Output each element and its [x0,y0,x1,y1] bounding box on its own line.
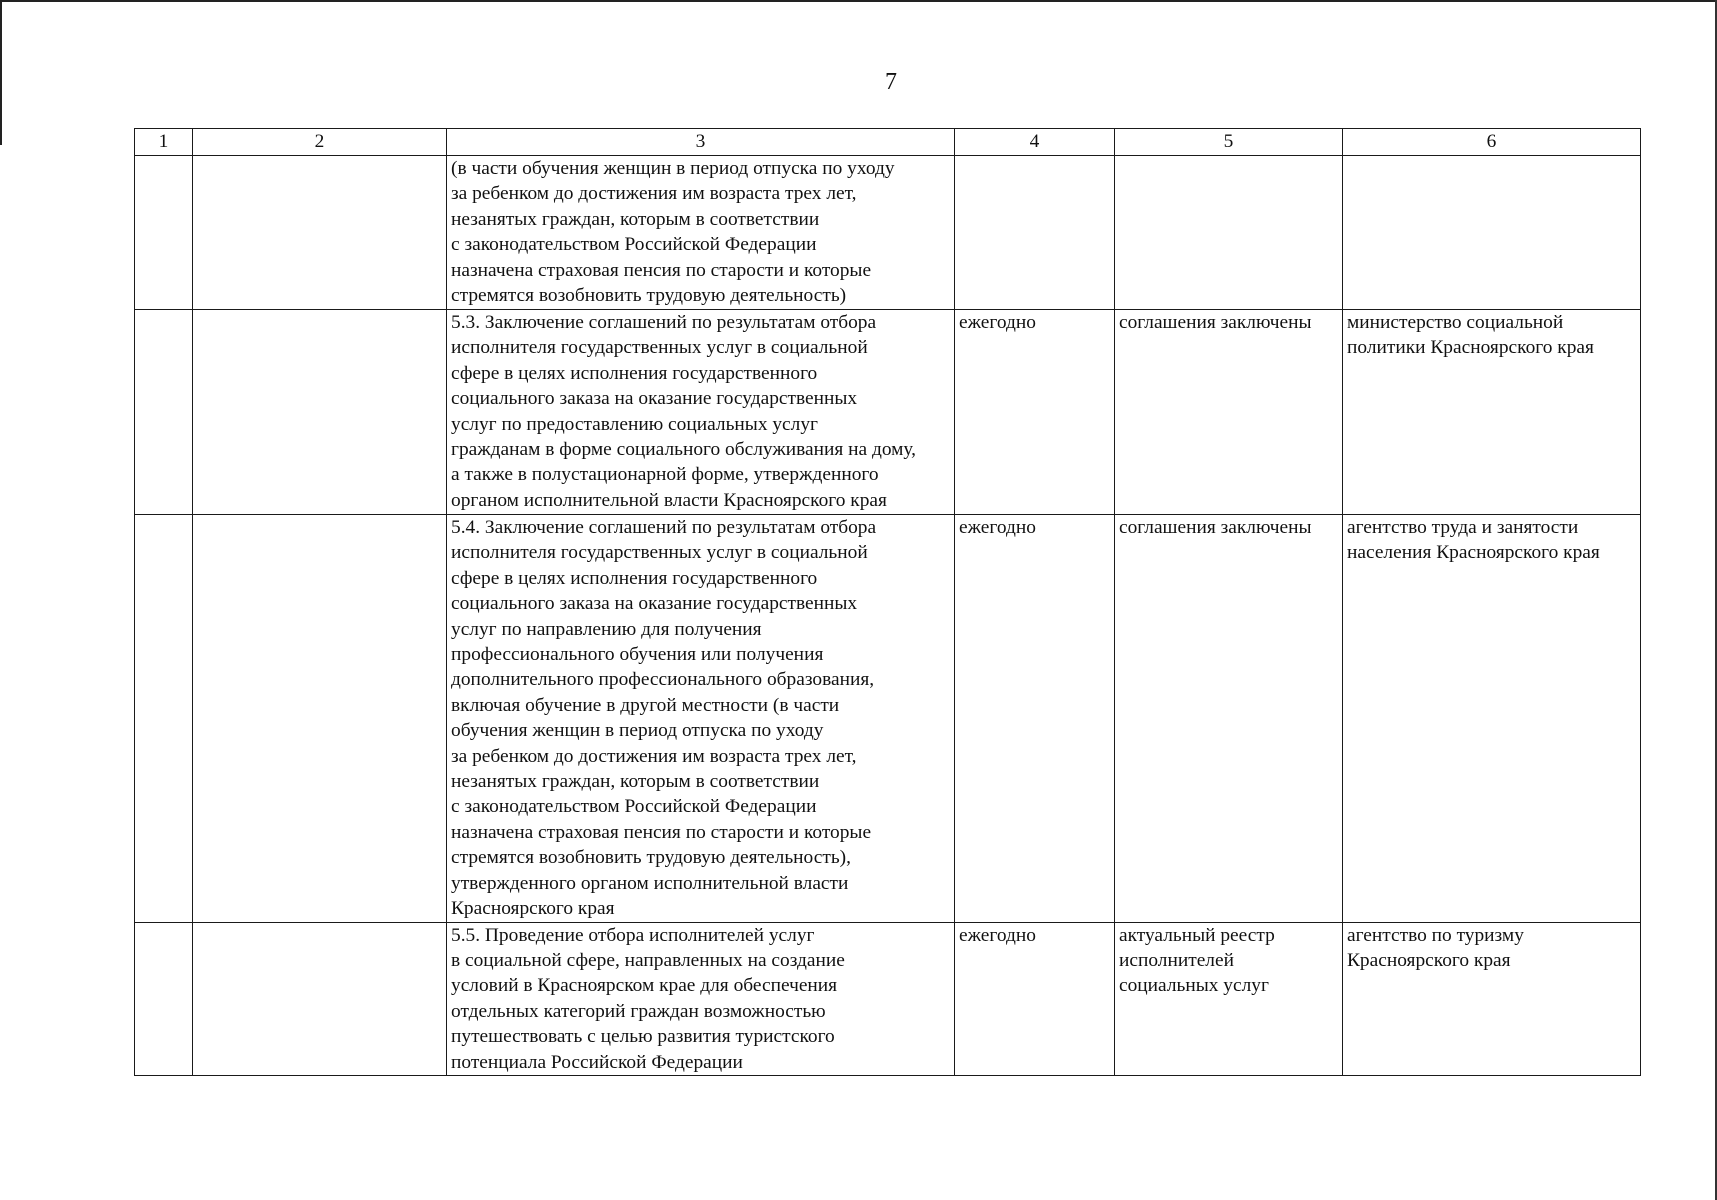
table-row [135,310,1641,515]
column-header: 2 [193,129,447,156]
cell-task [193,156,447,310]
cell-responsible: министерство социальной политики Красноярского края [1343,310,1641,515]
cell-responsible: агентство труда и занятости населения Красноярского края [1343,515,1641,923]
cell-result [1115,156,1343,310]
plan-table [134,128,1641,1076]
cell-number [135,310,193,515]
cell-task [193,310,447,515]
table-row [135,156,1641,310]
cell-measure: 5.3. Заключение соглашений по результатам отбора исполнителя государственных услуг в социальной сфере в целях исполнения государственного социального заказа на оказание государственных услуг по предоставлению социальных услуг гражданам в форме социального обслуживания на дому, а также в полустационарной форме, утвержденного органом исполнительной власти Красноярского края [447,310,955,515]
cell-task [193,922,447,1075]
cell-measure: 5.5. Проведение отбора исполнителей услуг в социальной сфере, направленных на создание условий в Красноярском крае для обеспечения отдельных категорий граждан возможностью путешествовать с целью развития туристского потенциала Российской Федерации [447,922,955,1075]
cell-number [135,515,193,923]
column-header: 5 [1115,129,1343,156]
cell-deadline: ежегодно [955,515,1115,923]
cell-measure: (в части обучения женщин в период отпуска по уходу за ребенком до достижения им возраста трех лет, незанятых граждан, которым в соответствии с законодательством Российской Федерации назначена страховая пенсия по старости и которые стремятся возобновить трудовую деятельность) [447,156,955,310]
cell-deadline: ежегодно [955,922,1115,1075]
cell-deadline [955,156,1115,310]
cell-number [135,156,193,310]
table-row [135,515,1641,923]
cell-responsible: агентство по туризму Красноярского края [1343,922,1641,1075]
column-header: 1 [135,129,193,156]
cell-measure: 5.4. Заключение соглашений по результатам отбора исполнителя государственных услуг в социальной сфере в целях исполнения государственного социального заказа на оказание государственных услуг по направлению для получения профессионального обучения или получения дополнительного профессионального образования, включая обучение в другой местности (в части обучения женщин в период отпуска по уходу за ребенком до достижения им возраста трех лет, незанятых граждан, которым в соответствии с законодательством Российской Федерации назначена страховая пенсия по старости и которые стремятся возобновить трудовую деятельность), утвержденного органом исполнительной власти Красноярского края [447,515,955,923]
column-header: 4 [955,129,1115,156]
cell-result: соглашения заключены [1115,515,1343,923]
table-row [135,922,1641,1075]
cell-deadline: ежегодно [955,310,1115,515]
cell-responsible [1343,156,1641,310]
column-header: 3 [447,129,955,156]
scan-border-top [0,0,1717,2]
page-number: 7 [885,69,897,95]
cell-task [193,515,447,923]
table-header-row [135,129,1641,156]
cell-result: соглашения заключены [1115,310,1343,515]
cell-result: актуальный реестр исполнителей социальных услуг [1115,922,1343,1075]
column-header: 6 [1343,129,1641,156]
cell-number [135,922,193,1075]
